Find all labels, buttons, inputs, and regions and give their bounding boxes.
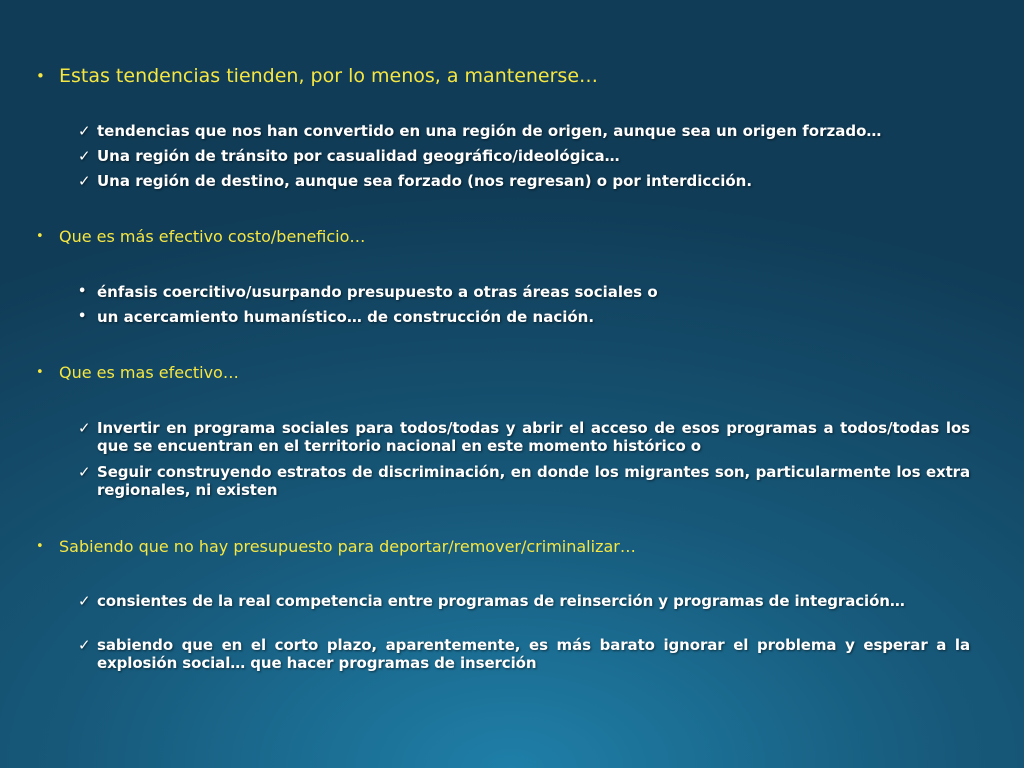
bullet-icon: •	[36, 229, 44, 244]
bullet-icon: •	[36, 365, 44, 380]
bullet-icon: •	[36, 539, 44, 554]
check-item	[78, 147, 970, 165]
bullet-icon: •	[78, 309, 87, 324]
dot-item	[78, 283, 970, 301]
checkmark-icon: ✓	[78, 419, 91, 437]
checkmark-icon: ✓	[78, 147, 91, 165]
item-text: sabiendo que en el corto plazo, aparentemente, es más barato ignorar el problema y esperar a la explosión social… que hacer programas de inserción	[97, 636, 970, 672]
heading-text: Que es más efectivo costo/beneficio…	[59, 227, 366, 246]
check-item	[78, 636, 970, 672]
checkmark-icon: ✓	[78, 122, 91, 140]
dot-item	[78, 308, 970, 326]
heading-text: Sabiendo que no hay presupuesto para deportar/remover/criminalizar…	[59, 537, 636, 556]
item-text: Una región de tránsito por casualidad geográfico/ideológica…	[97, 147, 620, 165]
check-item	[78, 122, 970, 140]
check-item	[78, 592, 970, 610]
heading-text: Estas tendencias tienden, por lo menos, a mantenerse…	[59, 65, 599, 87]
check-item	[78, 172, 970, 190]
bullet-icon: •	[78, 284, 87, 299]
item-text: un acercamiento humanístico… de construcción de nación.	[97, 308, 595, 326]
checkmark-icon: ✓	[78, 172, 91, 190]
item-text: Invertir en programa sociales para todos/todas y abrir el acceso de esos programas a todos/todas los que se encuentran en el territorio nacional en este momento histórico o	[97, 419, 970, 455]
checkmark-icon: ✓	[78, 636, 91, 654]
item-text: tendencias que nos han convertido en una región de origen, aunque sea un origen forzado…	[97, 122, 882, 140]
item-text: consientes de la real competencia entre programas de reinserción y programas de integración…	[97, 592, 905, 610]
check-item	[78, 463, 970, 499]
check-item	[78, 419, 970, 455]
item-text: énfasis coercitivo/usurpando presupuesto a otras áreas sociales o	[97, 283, 658, 301]
heading-text: Que es mas efectivo…	[59, 363, 239, 382]
item-text: Una región de destino, aunque sea forzado (nos regresan) o por interdicción.	[97, 172, 753, 190]
bullet-icon: •	[36, 67, 45, 85]
checkmark-icon: ✓	[78, 592, 91, 610]
item-text: Seguir construyendo estratos de discriminación, en donde los migrantes son, particularmente los extra regionales, ni existen	[97, 463, 970, 499]
checkmark-icon: ✓	[78, 463, 91, 481]
